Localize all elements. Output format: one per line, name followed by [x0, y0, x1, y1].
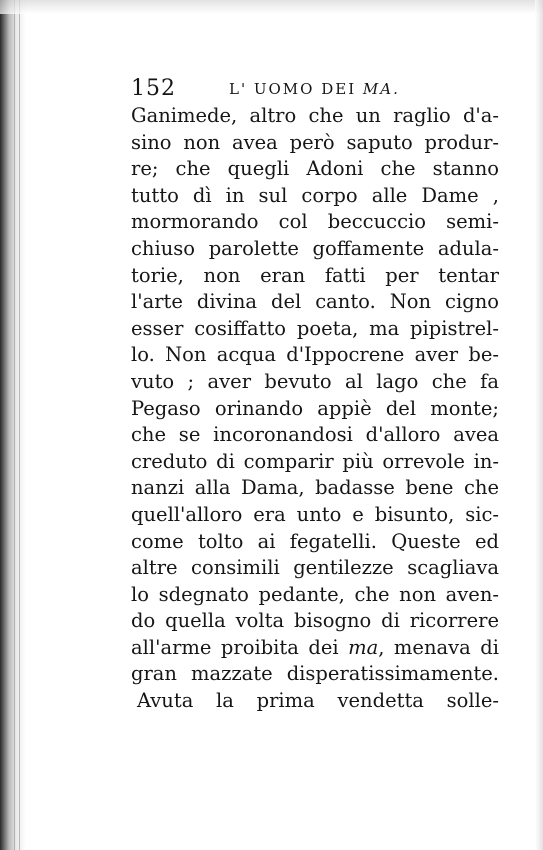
text-line: creduto di comparir più orrevole in- — [131, 449, 499, 473]
text-line: Ganimede, altro che un raglio d'a- — [131, 104, 499, 127]
body-text — [131, 103, 499, 715]
right-edge-shadow — [535, 0, 543, 850]
text-line: tutto dì in sul corpo alle Dame , — [131, 183, 499, 207]
running-head-italic: MA. — [362, 80, 400, 98]
page-number: 152 — [131, 76, 176, 101]
text-line: nanzi alla Dama, badasse bene che — [131, 476, 499, 500]
text-line: lo sdegnato pedante, che non aven- — [131, 582, 499, 606]
text-line: do quella volta bisogno di ricorrere — [131, 609, 499, 633]
text-line: re; che quegli Adoni che stanno — [131, 157, 499, 181]
text-line: lo. Non acqua d'Ippocrene aver be- — [131, 343, 499, 367]
page-edge-line — [19, 0, 20, 850]
text-line: l'arte divina del canto. Non cigno — [131, 290, 499, 314]
paragraph-end-line: gran mazzate disperatissimamente. — [131, 662, 499, 686]
text-line: sino non avea però saputo produr- — [131, 130, 499, 154]
running-head-text: L' UOMO DEI — [229, 80, 363, 98]
italic-word: ma — [348, 635, 379, 659]
text-line: mormorando col beccuccio semi- — [131, 210, 499, 234]
text-segment: all'arme proibita dei — [131, 635, 349, 659]
text-line: che se incoronandosi d'alloro avea — [131, 423, 499, 447]
page-header — [131, 76, 501, 104]
text-line: come tolto ai fegatelli. Queste ed — [131, 529, 499, 553]
text-line: torie, non eran fatti per tentar — [131, 263, 499, 287]
page-edge-shadow — [0, 0, 26, 850]
page-edge-line — [14, 0, 15, 850]
text-line: chiuso parolette goffamente adula- — [131, 236, 499, 260]
text-line: Pegaso orinando appiè del monte; — [131, 396, 499, 420]
paragraph-start-line: Avuta la prima vendetta solle- — [137, 689, 499, 713]
text-line — [131, 635, 499, 662]
text-line: altre consimili gentilezze scagliava — [131, 556, 499, 580]
text-line: quell'alloro era unto e bisunto, sic- — [131, 502, 499, 526]
text-segment: , menava di — [378, 635, 499, 659]
top-edge-shadow — [0, 0, 543, 14]
running-head — [229, 80, 400, 98]
text-line: esser cosiffatto poeta, ma pipistrel- — [131, 316, 499, 340]
text-line: vuto ; aver bevuto al lago che fa — [131, 369, 499, 393]
